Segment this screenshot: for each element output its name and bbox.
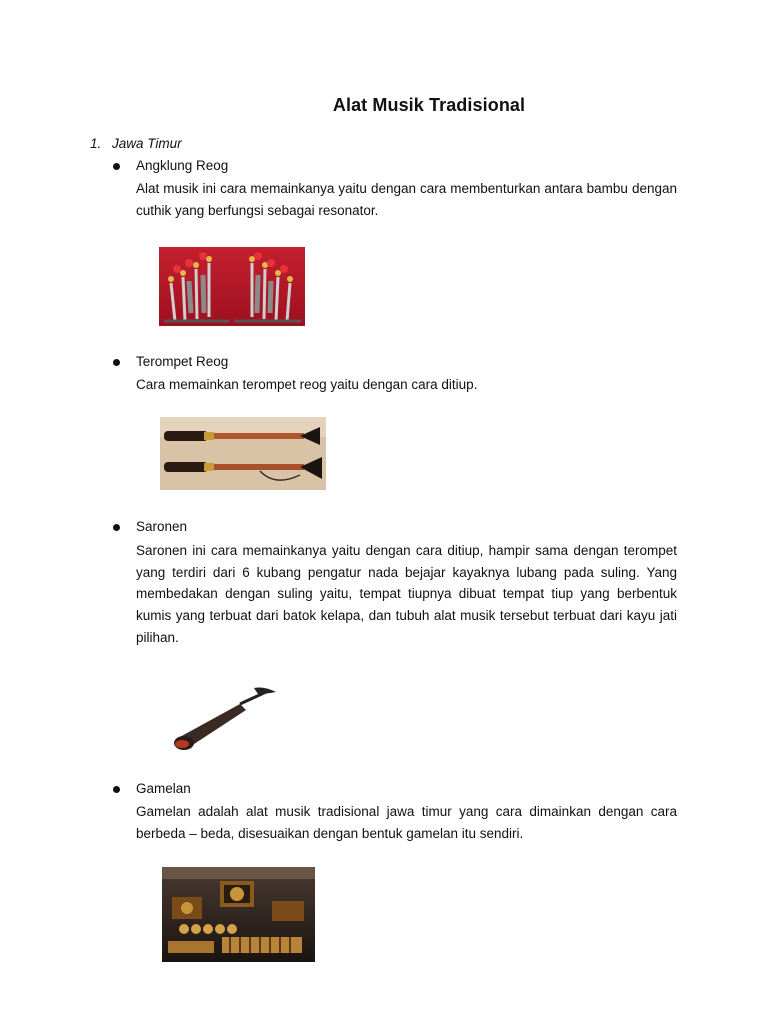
page-title: Alat Musik Tradisional — [332, 95, 526, 115]
angklung-reog-image — [159, 247, 305, 326]
gamelan-image — [162, 867, 315, 962]
bullet-icon — [113, 359, 120, 366]
section-heading — [90, 136, 182, 151]
item-title-gamelan: Gamelan — [136, 781, 191, 796]
section-number: 1. — [90, 136, 102, 151]
item-description-gamelan: Gamelan adalah alat musik tradisional jawa timur yang cara dimainkan dengan cara berbeda – beda, disesuaikan dengan bentuk gamelan itu sendiri. — [136, 804, 677, 841]
item-description-terompet-reog: Cara memainkan terompet reog yaitu dengan cara ditiup. — [136, 377, 478, 392]
bullet-icon — [113, 786, 120, 793]
item-description-angklung-reog: Alat musik ini cara memainkanya yaitu dengan cara membenturkan antara bambu dengan cuthik yang berfungsi sebagai resonator. — [136, 181, 677, 218]
item-title-angklung-reog: Angklung Reog — [136, 158, 229, 173]
saronen-image — [168, 684, 288, 762]
terompet-reog-image — [160, 417, 326, 490]
item-title-saronen: Saronen — [136, 519, 188, 534]
bullet-icon — [113, 163, 120, 170]
section-name: Jawa Timur — [112, 136, 182, 151]
item-title-terompet-reog: Terompet Reog — [136, 354, 229, 369]
bullet-icon — [113, 524, 120, 531]
item-description-saronen: Saronen ini cara memainkanya yaitu dengan cara ditiup, hampir sama dengan terompet yang terdiri dari 6 kubang pengatur nada bejajar kayaknya lubang pada suling. Yang membedakan dengan suling yaitu, tempat tiupnya dibuat tempat tiup yang berbentuk kumis yang terbuat dari batok kelapa, dan tubuh alat musik tersebut terbuat dari kayu jati pilihan. — [136, 543, 677, 645]
